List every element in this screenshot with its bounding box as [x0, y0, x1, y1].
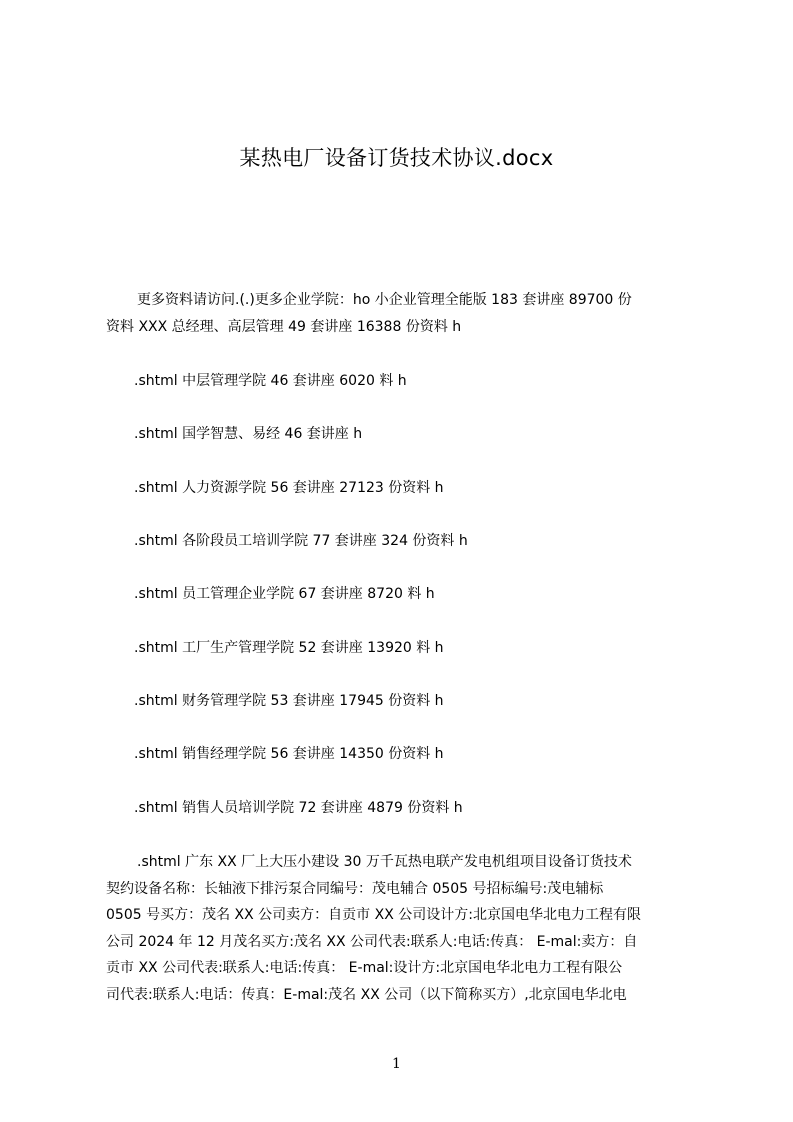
list-item: .shtml 工厂生产管理学院 52 套讲座 13920 料 h [134, 640, 444, 656]
list-item: .shtml 中层管理学院 46 套讲座 6020 料 h [134, 373, 407, 389]
page-number: 1 [392, 1056, 401, 1072]
list-item: .shtml 人力资源学院 56 套讲座 27123 份资料 h [134, 480, 444, 496]
paragraph-line: 0505 号买方：茂名 XX 公司卖方：自贡市 XX 公司设计方:北京国电华北电力工程有限 [106, 907, 641, 923]
paragraph-line: 公司 2024 年 12 月茂名买方:茂名 XX 公司代表:联系人:电话:传真： E-mal:卖方：自 [106, 933, 638, 950]
paragraph-line: 贡市 XX 公司代表:联系人:电话:传真： E-mal:设计方:北京国电华北电力工程有限公 [106, 960, 623, 976]
paragraph-line: 契约设备名称：长轴液下排污泵合同编号：茂电辅合 0505 号招标编号:茂电辅标 [106, 880, 604, 897]
list-item: .shtml 销售人员培训学院 72 套讲座 4879 份资料 h [134, 800, 463, 816]
intro-paragraph [106, 287, 698, 340]
list-item: .shtml 财务管理学院 53 套讲座 17945 份资料 h [134, 693, 444, 709]
list-item: .shtml 各阶段员工培训学院 77 套讲座 324 份资料 h [134, 533, 468, 549]
paragraph-line: 资料 XXX 总经理、高层管理 49 套讲座 16388 份资料 h [106, 318, 462, 335]
paragraph-line: .shtml 广东 XX 厂上大压小建设 30 万千瓦热电联产发电机组项目设备订货技术 [137, 854, 632, 870]
paragraph-line: 司代表:联系人:电话：传真：E-mal:茂名 XX 公司（以下简称买方）,北京国电华北电 [106, 986, 627, 1003]
list-item: .shtml 员工管理企业学院 67 套讲座 8720 料 h [134, 586, 435, 602]
document-title: 某热电厂设备订货技术协议.docx [239, 146, 554, 170]
list-item: .shtml 销售经理学院 56 套讲座 14350 份资料 h [134, 746, 444, 762]
body-paragraph [106, 849, 698, 1008]
paragraph-line: 更多资料请访问.(.)更多企业学院：ho 小企业管理全能版 183 套讲座 89700 份 [137, 292, 632, 308]
list-item: .shtml 国学智慧、易经 46 套讲座 h [134, 426, 363, 442]
